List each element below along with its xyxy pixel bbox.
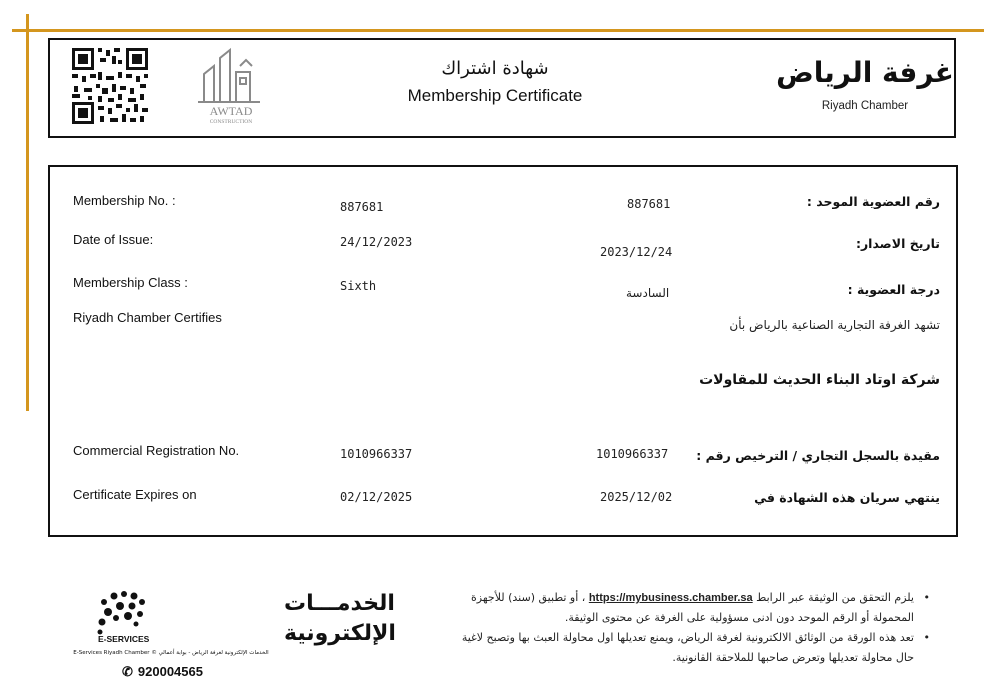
notes <box>450 588 930 668</box>
note-legal: • تعد هذه الورقة من الوثائق الالكترونية لغرفة الرياض، ويمنع تعديلها اول محاولة العبث بها وتصبح لاغية حال محاولة تعديلها وتعرض صاحبها للملاحقة القانونية. <box>450 628 930 668</box>
expires-value-ar: 2025/12/02 <box>600 490 673 504</box>
date-of-issue-label: Date of Issue: <box>73 232 154 247</box>
gold-rule-horizontal <box>12 29 984 32</box>
date-of-issue-value-en: 24/12/2023 <box>340 235 413 249</box>
eservices-logo-icon <box>92 588 396 650</box>
phone-icon: ✆ <box>122 664 133 679</box>
expires-label: Certificate Expires on <box>73 487 197 502</box>
gold-rule-vertical <box>26 14 29 411</box>
date-of-issue-label-ar: تاريخ الاصدار: <box>855 236 940 251</box>
membership-no-value-ar: 887681 <box>627 197 671 211</box>
title-english: Membership Certificate <box>407 86 583 105</box>
commercial-registration-value-ar: 1010966337 <box>596 447 669 461</box>
awtad-logo-icon <box>190 44 272 126</box>
commercial-registration-label-ar: مقيدة بالسجل التجاري / الترخيص رقم : <box>696 448 940 463</box>
date-of-issue-value-ar: 2023/12/24 <box>600 245 673 259</box>
company-name: شركة اوتاد البناء الحديث للمقاولات <box>699 372 940 388</box>
verify-link[interactable]: https://mybusiness.chamber.sa <box>588 592 753 604</box>
svg-text:الإلكترونية: الإلكترونية <box>284 621 396 646</box>
expires-label-ar: ينتهي سريان هذه الشهادة في <box>754 490 940 505</box>
title-arabic: شهادة اشتراك <box>441 58 549 79</box>
riyadh-chamber-logo-icon <box>776 52 954 92</box>
phone-value: 920004565 <box>137 664 203 679</box>
expires-value-en: 02/12/2025 <box>340 490 413 504</box>
certifies-label-ar: تشهد الغرفة التجارية الصناعية بالرياض بأن <box>729 318 940 332</box>
membership-no-label: Membership No. : <box>73 193 176 208</box>
phone-number <box>122 664 203 680</box>
certifies-label: Riyadh Chamber Certifies <box>73 310 222 325</box>
note-verify <box>450 588 930 628</box>
commercial-registration-value-en: 1010966337 <box>340 447 413 461</box>
certificate-body <box>48 165 958 537</box>
note-verify-text-b: ، أو تطبيق (سند) للأجهزة المحمولة أو الرقم الموحد دون ادنى مسؤولية على الغرفة عن محتوى الوثيقة. <box>471 591 914 624</box>
commercial-registration-label: Commercial Registration No. <box>73 443 240 458</box>
membership-no-label-ar: رقم العضوية الموحد : <box>806 194 940 209</box>
membership-no-value-en: 887681 <box>340 200 384 214</box>
membership-class-label: Membership Class : <box>73 275 188 290</box>
svg-text:AWTAD: AWTAD <box>209 104 253 118</box>
membership-class-value-ar: السادسة <box>626 286 670 300</box>
svg-text:الخدمـــات: الخدمـــات <box>284 591 395 616</box>
note-verify-text-a: يلزم التحقق من الوثيقة عبر الرابط <box>756 591 914 604</box>
eservices-caption: E-Services Riyadh Chamber © الخدمات الإلكترونية لغرفة الرياض - بوابة أعمالي <box>73 650 269 656</box>
membership-class-value-en: Sixth <box>340 279 377 293</box>
svg-text:غرفة الرياض: غرفة الرياض <box>776 56 954 89</box>
svg-text:E-SERVICES: E-SERVICES <box>98 634 150 644</box>
svg-text:CONSTRUCTION: CONSTRUCTION <box>209 119 253 125</box>
qr-code-icon <box>70 46 150 126</box>
membership-class-label-ar: درجة العضوية : <box>847 282 940 297</box>
riyadh-chamber-name: Riyadh Chamber <box>821 100 909 112</box>
